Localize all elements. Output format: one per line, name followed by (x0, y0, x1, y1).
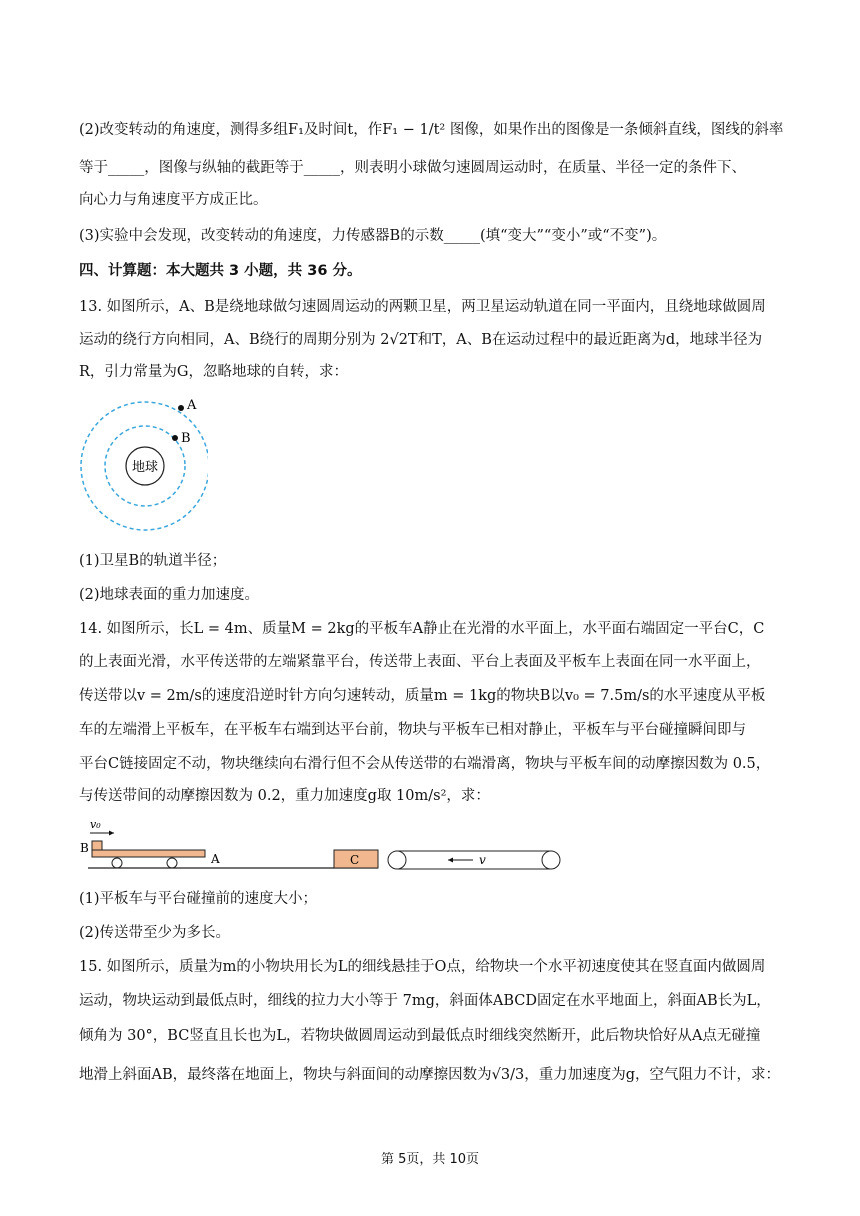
v-arrowhead (448, 858, 453, 863)
v0-arrowhead (109, 831, 114, 836)
question-14-text: 与传送带间的动摩擦因数为 0.2，重力加速度g取 10m/s²，求： (79, 788, 490, 804)
question-15-text: 运动，物块运动到最低点时，细线的拉力大小等于 7mg，斜面体ABCD固定在水平地面上，斜面AB长为L， (79, 993, 771, 1009)
left-roller (388, 851, 406, 869)
question-15-text: 地滑上斜面AB，最终落在地面上，物块与斜面间的动摩擦因数为√3/3，重力加速度为g，空气阻力不计，求： (79, 1067, 780, 1083)
question-14-text: 车的左端滑上平板车，在平板车右端到达平台前，物块与平板车已相对静止，平板车与平台碰撞瞬间即与 (79, 722, 746, 738)
cart-conveyor-diagram (78, 815, 568, 873)
v0-label: v₀ (90, 818, 101, 831)
block-b-label: B (80, 841, 89, 855)
satellite-b (172, 435, 178, 441)
cart-wheel (167, 858, 177, 868)
text-line: (3)实验中会发现，改变转动的角速度，力传感器B的示数_____(填“变大”“变小”或“不变”)。 (79, 228, 667, 244)
question-13-text: 运动的绕行方向相同，A、B绕行的周期分别为 2√2T和T，A、B在运动过程中的最近距离为d，地球半径为 (79, 332, 763, 348)
text-line: 等于_____，图像与纵轴的截距等于_____，则表明小球做匀速圆周运动时，在质量、半径一定的条件下、 (79, 160, 746, 176)
question-14-part: (1)平板车与平台碰撞前的速度大小； (79, 891, 318, 907)
orbit-diagram (78, 392, 208, 532)
satellite-b-label: B (181, 431, 191, 446)
question-15-text: 15. 如图所示，质量为m的小物块用长为L的细线悬挂于O点，给物块一个水平初速度使其在竖直面内做圆周 (79, 959, 766, 975)
question-14-text: 14. 如图所示，长L = 4m、质量M = 2kg的平板车A静止在光滑的水平面上，水平面右端固定一平台C，C (79, 621, 765, 637)
text-line: 向心力与角速度平方成正比。 (79, 192, 268, 208)
block-b (92, 841, 102, 850)
right-roller (542, 851, 560, 869)
satellite-a (178, 405, 184, 411)
satellite-a-label: A (187, 398, 197, 413)
cart-wheel (112, 858, 122, 868)
question-14-text: 平台C链接固定不动，物块继续向右滑行但不会从传送带的右端滑离，物块与平板车间的动摩擦因数为 0.5， (79, 756, 771, 772)
cart-a-label: A (211, 852, 220, 866)
question-13-part: (1)卫星B的轨道半径； (79, 553, 227, 569)
section-heading: 四、计算题：本大题共 3 小题，共 36 分。 (79, 263, 362, 279)
page-footer: 第 5页，共 10页 (380, 1152, 480, 1167)
question-13-text: R，引力常量为G，忽略地球的自转，求： (79, 364, 348, 380)
question-14-text: 传送带以v = 2m/s的速度沿逆时针方向匀速转动，质量m = 1kg的物块B以v₀ = 7.5m/s的水平速度从平板 (79, 688, 766, 704)
question-15-text: 倾角为 30°，BC竖直且长也为L，若物块做圆周运动到最低点时细线突然断开，此后物块恰好从A点无碰撞 (79, 1028, 761, 1044)
question-14-part: (2)传送带至少为多长。 (79, 925, 231, 941)
question-14-text: 的上表面光滑，水平传送带的左端紧靠平台，传送带上表面、平台上表面及平板车上表面在同一水平面上， (79, 654, 761, 670)
cart-a (92, 850, 205, 857)
v-label: v (479, 853, 486, 867)
text-line: (2)改变转动的角速度，测得多组F₁及时间t，作F₁ − 1/t² 图像，如果作出的图像是一条倾斜直线，图线的斜率 (79, 122, 784, 138)
question-13-part: (2)地球表面的重力加速度。 (79, 587, 260, 603)
earth-label: 地球 (131, 460, 159, 475)
platform-c-label: C (350, 853, 360, 867)
question-13-text: 13. 如图所示，A、B是绕地球做匀速圆周运动的两颗卫星，两卫星运动轨道在同一平面内，且绕地球做圆周 (79, 299, 766, 315)
